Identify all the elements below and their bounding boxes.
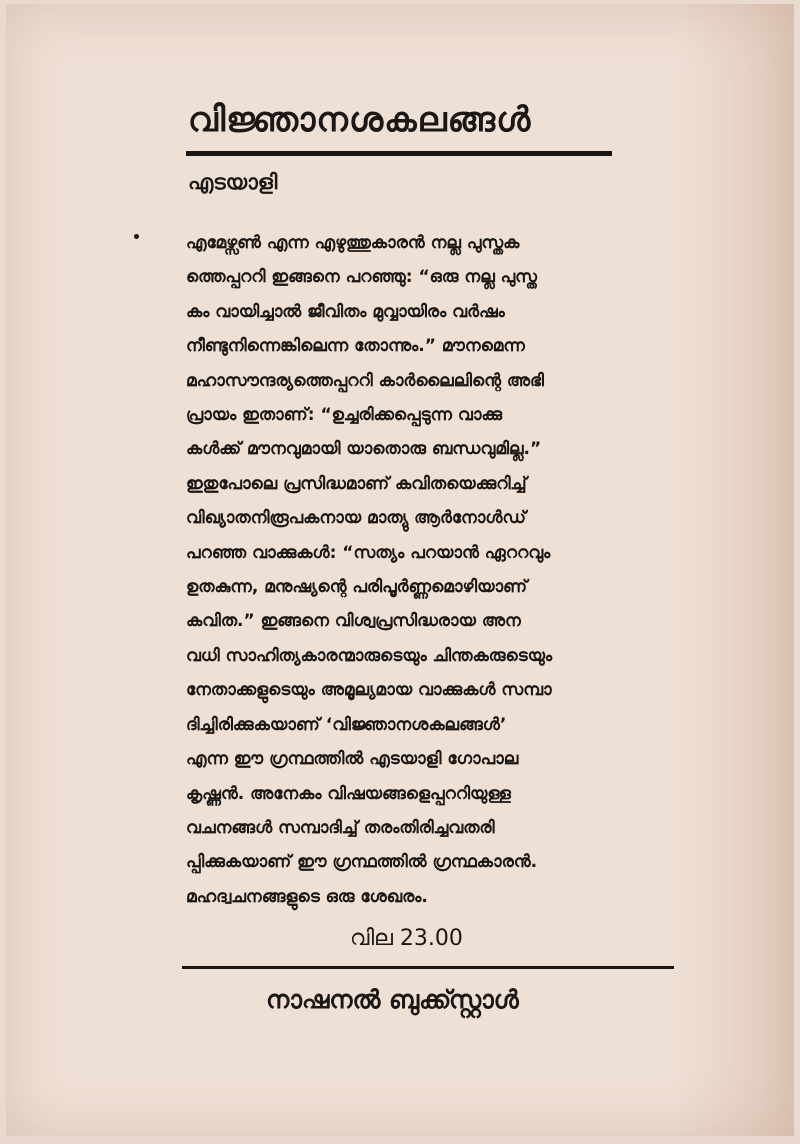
margin-dot (134, 234, 139, 239)
publisher-name: നാഷനൽ ബുക്ക്സ്റ്റാൾ (266, 985, 519, 1014)
page-stain (674, 4, 794, 1136)
author-name: എടയാളി (188, 170, 278, 194)
blurb-line: മഹദ്വചനങ്ങളുടെ ഒരു ശേഖരം. (186, 886, 428, 907)
blurb-line: വചനങ്ങൾ സമ്പാദിച്ച് തരംതിരിച്ചവതരി (186, 817, 495, 838)
blurb-line: എമേഴ്സൺ എന്ന എഴുത്തുകാരൻ നല്ല പുസ്തക (186, 233, 520, 253)
blurb-line: കൃഷ്ണൻ. അനേകം വിഷയങ്ങളെപ്പററിയുള്ള (186, 783, 511, 804)
price-label: വില 23.00 (350, 926, 463, 951)
publisher-divider (182, 966, 674, 969)
blurb-line: ഇതുപോലെ പ്രസിദ്ധമാണ് കവിതയെക്കുറിച്ച് (186, 473, 527, 494)
blurb-line: എന്ന ഈ ഗ്രന്ഥത്തിൽ എടയാളി ഗോപാല (186, 749, 519, 770)
blurb-line: ദിച്ചിരിക്കുകയാണ് ‘വിജ്ഞാനശകലങ്ങൾ’ (186, 714, 507, 735)
blurb-line: വിഖ്യാതനിരൂപകനായ മാത്യു ആർനോൾഡ് (186, 508, 526, 529)
blurb-line: കം വായിച്ചാൽ ജീവിതം മുവ്വായിരം വർഷം (186, 301, 505, 322)
blurb-line: പറഞ്ഞ വാക്കുകൾ: “സത്യം പറയാൻ ഏററവും (186, 542, 551, 563)
book-title: വിജ്ഞാനശകലങ്ങൾ (188, 100, 532, 140)
blurb-line: പ്രായം ഇതാണ്: “ഉച്ചരിക്കപ്പെടുന്ന വാക്കു (186, 405, 503, 426)
blurb-line: ത്തെപ്പററി ഇങ്ങനെ പറഞ്ഞു: “ഒരു നല്ല പുസ്ത (186, 267, 537, 288)
blurb-line: കവിത.” ഇങ്ങനെ വിശ്വപ്രസിദ്ധരായ അന (186, 611, 521, 632)
blurb-line: പ്പിക്കുകയാണ് ഈ ഗ്രന്ഥത്തിൽ ഗ്രന്ഥകാരൻ. (186, 852, 538, 873)
blurb-line: മഹാസൗന്ദര്യത്തെപ്പററി കാർലൈലിന്റെ അഭി (186, 370, 544, 391)
blurb-line: കൾക്ക് മൗനവുമായി യാതൊരു ബന്ധവുമില്ല.” (186, 439, 542, 460)
blurb-line: വധി സാഹിത്യകാരന്മാരുടെയും ചിന്തകരുടെയും (186, 645, 553, 666)
blurb-paragraph (186, 226, 666, 914)
blurb-line: ഉതകുന്ന, മനുഷ്യന്റെ പരിപൂർണ്ണമൊഴിയാണ് (186, 577, 528, 598)
blurb-line: നേതാക്കളുടെയും അമൂല്യമായ വാക്കുകൾ സമ്പാ (186, 680, 552, 701)
title-underline (186, 151, 612, 156)
blurb-line: നീണ്ടുനിന്നെങ്കിലെന്ന തോന്നും.” മൗനമെന്ന (186, 336, 525, 357)
